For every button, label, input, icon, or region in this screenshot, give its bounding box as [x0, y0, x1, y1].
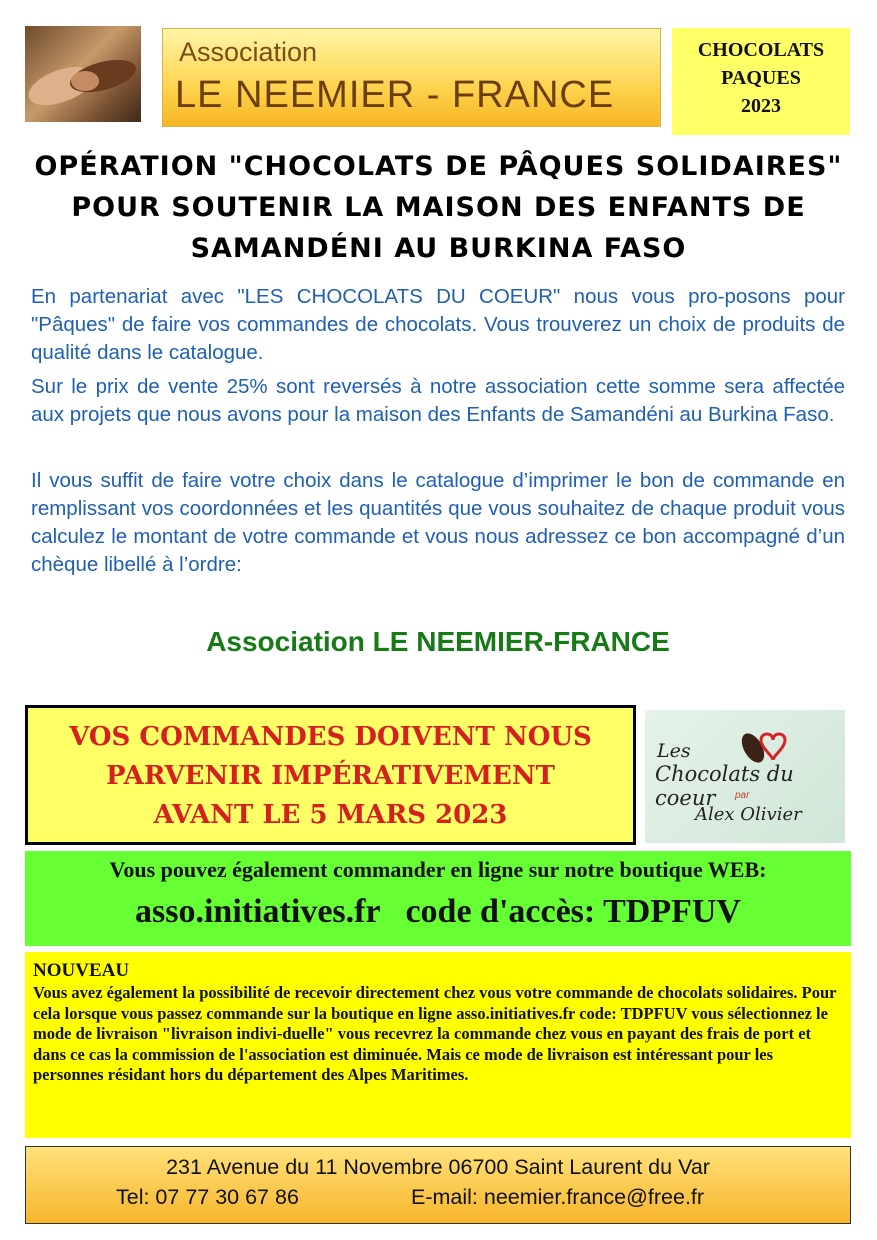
badge-line-2: PAQUES: [721, 67, 801, 89]
association-name: LE NEEMIER - FRANCE: [175, 74, 615, 116]
association-label: Association: [179, 37, 318, 67]
association-header: [162, 28, 661, 127]
logo-brand-name: Chocolats du coeur: [655, 762, 794, 810]
logo-les: Les: [657, 740, 691, 762]
notice-heading: NOUVEAU: [33, 960, 130, 981]
payee-name: Association LE NEEMIER-FRANCE: [206, 626, 670, 657]
contact-footer: [25, 1146, 851, 1224]
deadline-box: [25, 705, 636, 845]
logo-par: par: [735, 790, 750, 801]
chocolats-du-coeur-logo: [645, 710, 845, 843]
title-line-2: POUR SOUTENIR LA MAISON DES ENFANTS DE: [71, 192, 806, 223]
new-delivery-notice: [25, 952, 851, 1138]
contact-address: 231 Avenue du 11 Novembre 06700 Saint Laurent du Var: [166, 1155, 710, 1179]
badge-line-3: 2023: [741, 95, 781, 117]
paragraph-partnership: En partenariat avec "LES CHOCOLATS DU COEUR" nous vous pro-posons pour "Pâques" de faire vos commandes de chocolats. Vous trouverez un choix de produits de qualité dans le catalogue.: [31, 285, 845, 364]
handshake-photo: [25, 26, 141, 122]
contact-email: E-mail: neemier.france@free.fr: [411, 1185, 705, 1209]
deadline-line-3: AVANT LE 5 MARS 2023: [153, 800, 508, 830]
paragraph-donation: Sur le prix de vente 25% sont reversés à notre association cette somme sera affectée aux projets que nous avons pour la maison des Enfants de Samandéni au Burkina Faso.: [31, 375, 845, 426]
logo-author: Alex Olivier: [695, 804, 802, 825]
deadline-line-2: PARVENIR IMPÉRATIVEMENT: [106, 761, 555, 791]
page-title: [20, 146, 857, 269]
title-line-3: SAMANDÉNI AU BURKINA FASO: [190, 233, 687, 264]
contact-phone: Tel: 07 77 30 67 86: [116, 1185, 299, 1209]
notice-text: Vous avez également la possibilité de recevoir directement chez vous votre commande de chocolats solidaires. Pour cela lorsque vous passez commande sur la boutique en ligne asso.initiatives.fr code: TDPFUV vous sélectionnez le mode de livraison "livraison indivi-duelle" vous recevrez la commande chez vous en payant des frais de port et dans ce cas la commission de l'association est diminuée. Mais ce mode de livraison est intéressant pour les personnes résidant hors du département des Alpes Maritimes.: [33, 983, 837, 1084]
paragraph-instructions: Il vous suffit de faire votre choix dans le catalogue d’imprimer le bon de commande en remplissant vos coordonnées et les quantités que vous souhaitez de chaque produit vous calculez le montant de votre commande et vous nous adressez ce bon accompagné d’un chèque libellé à l’ordre:: [31, 469, 845, 576]
event-badge: [672, 28, 850, 135]
title-line-1: OPÉRATION "CHOCOLATS DE PÂQUES SOLIDAIRES": [34, 151, 843, 182]
online-shop-intro: Vous pouvez également commander en ligne sur notre boutique WEB:: [109, 857, 767, 882]
online-shop-code: asso.initiatives.fr code d'accès: TDPFUV: [135, 893, 741, 930]
badge-line-1: CHOCOLATS: [697, 39, 825, 61]
online-shop-box: [25, 851, 851, 946]
deadline-line-1: VOS COMMANDES DOIVENT NOUS: [69, 722, 592, 752]
